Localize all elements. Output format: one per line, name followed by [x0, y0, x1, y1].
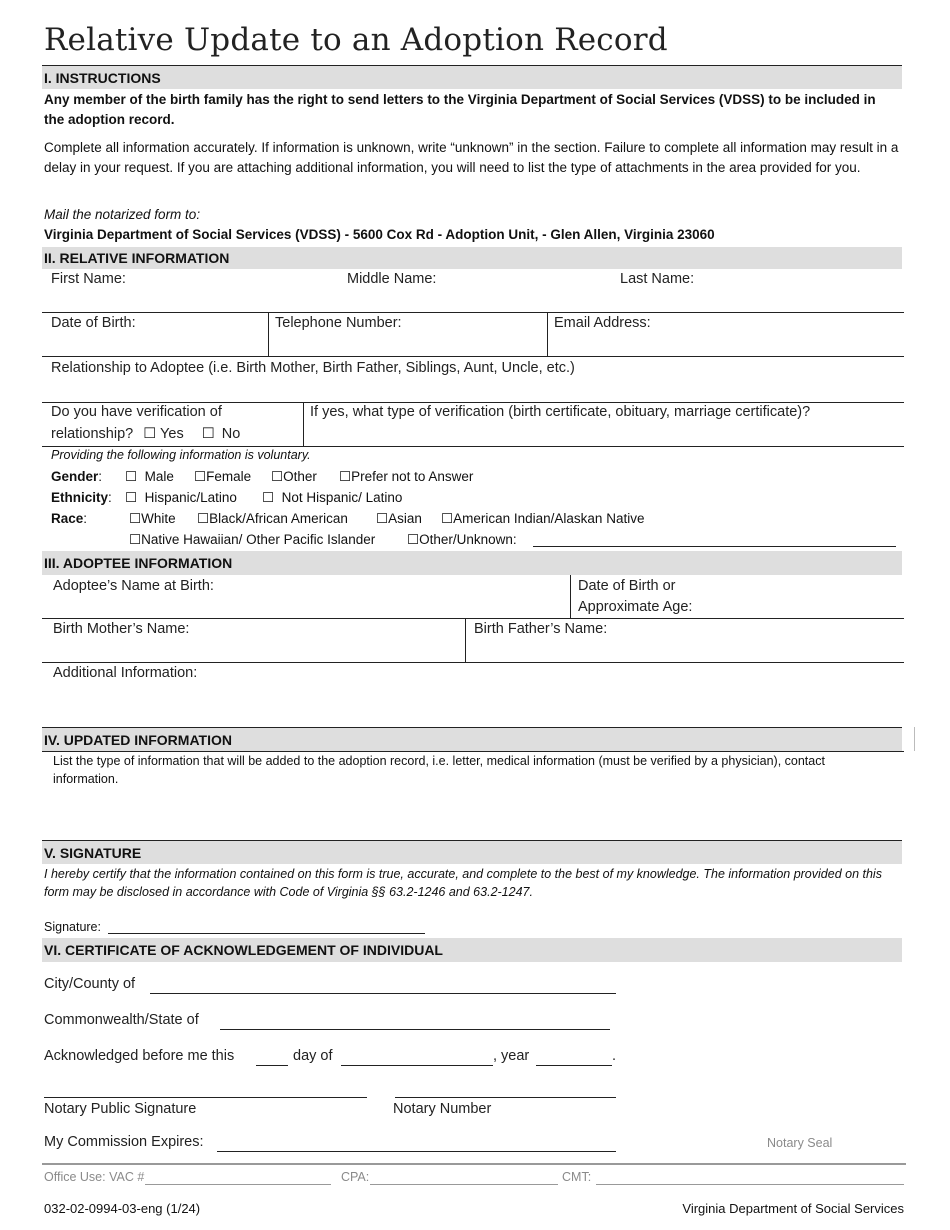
no-checkbox[interactable]: ☐ No	[201, 426, 241, 442]
race-asian-checkbox[interactable]: ☐Asian	[376, 511, 422, 526]
office-vac-line[interactable]	[145, 1184, 331, 1185]
ack-year-line[interactable]	[536, 1065, 612, 1066]
office-vac-label: Office Use: VAC #	[44, 1170, 145, 1184]
section-updated-header: IV. UPDATED INFORMATION	[42, 727, 902, 751]
acknowledged-label: Acknowledged before me this	[44, 1048, 235, 1064]
relationship-field[interactable]: Relationship to Adoptee (i.e. Birth Mother, Birth Father, Siblings, Aunt, Uncle, etc.)	[51, 360, 575, 376]
gender-male-checkbox[interactable]: ☐ Male	[125, 469, 174, 484]
mail-address: Virginia Department of Social Services (VDSS) - 5600 Cox Rd - Adoption Unit, - Glen Allen, Virginia 23060	[44, 227, 715, 242]
yes-checkbox[interactable]: ☐ Yes	[143, 426, 184, 442]
form-id: 032-02-0994-03-eng (1/24)	[44, 1201, 201, 1216]
middle-name-field[interactable]: Middle Name:	[347, 271, 437, 287]
instructions-text: Complete all information accurately. If information is unknown, write “unknown” in the section. Failure to complete all information may result in a delay in your request. If you are attaching additional information, you will need to list the type of attachments in the area provided for you.	[44, 140, 899, 175]
certification-text: I hereby certify that the information contained on this form is true, accurate, and complete to the best of my knowledge. The information provided on this form may be disclosed in accordance with Code of Virginia §§ 63.2-1246 and 63.2-1247.	[44, 867, 882, 899]
mail-label: Mail the notarized form to:	[44, 207, 201, 222]
office-cmt-label: CMT:	[562, 1170, 592, 1184]
phone-field[interactable]: Telephone Number:	[275, 315, 402, 331]
race-native-american-checkbox[interactable]: ☐American Indian/Alaskan Native	[441, 511, 645, 526]
gender-row: Gender:	[51, 469, 103, 484]
race-other-checkbox[interactable]: ☐Other/Unknown:	[407, 532, 517, 547]
instructions-bold-text: Any member of the birth family has the right to send letters to the Virginia Department of Social Services (VDSS) to be included in the adoption record.	[44, 92, 876, 127]
email-field[interactable]: Email Address:	[554, 315, 651, 331]
city-county-line[interactable]	[150, 993, 616, 994]
office-cpa-line[interactable]	[370, 1184, 558, 1185]
notary-signature-line[interactable]	[44, 1097, 367, 1098]
verification-question-line2: relationship? ☐ Yes ☐ No	[51, 426, 241, 442]
notary-number-label: Notary Number	[393, 1101, 492, 1117]
signature-label: Signature:	[44, 920, 101, 934]
ethnicity-row: Ethnicity:	[51, 490, 112, 505]
notary-number-line[interactable]	[395, 1097, 616, 1098]
commission-line[interactable]	[217, 1151, 616, 1152]
last-name-field[interactable]: Last Name:	[620, 271, 695, 287]
ack-year-label: , year	[493, 1048, 530, 1064]
page-title: Relative Update to an Adoption Record	[44, 22, 668, 58]
office-cmt-line[interactable]	[596, 1184, 904, 1185]
verification-type-field[interactable]: If yes, what type of verification (birth certificate, obituary, marriage certificate)?	[310, 404, 811, 420]
race-row: Race:	[51, 511, 88, 526]
section-instructions-header: I. INSTRUCTIONS	[42, 65, 902, 89]
birth-mother-field[interactable]: Birth Mother’s Name:	[53, 621, 190, 637]
gender-other-checkbox[interactable]: ☐Other	[271, 469, 317, 484]
section-signature-header: V. SIGNATURE	[42, 840, 902, 864]
race-pacific-islander-checkbox[interactable]: ☐Native Hawaiian/ Other Pacific Islander	[129, 532, 376, 547]
ack-day-label: day of	[293, 1048, 333, 1064]
office-cpa-label: CPA:	[341, 1170, 370, 1184]
ack-day-line[interactable]	[256, 1065, 288, 1066]
additional-info-field[interactable]: Additional Information:	[53, 665, 198, 681]
notary-signature-label: Notary Public Signature	[44, 1101, 197, 1117]
adoptee-dob-label[interactable]: Date of Birth or	[578, 578, 676, 594]
gender-prefer-not-checkbox[interactable]: ☐Prefer not to Answer	[339, 469, 474, 484]
gender-female-checkbox[interactable]: ☐Female	[194, 469, 252, 484]
section-relative-header: II. RELATIVE INFORMATION	[42, 247, 902, 269]
ethnicity-hispanic-checkbox[interactable]: ☐ Hispanic/Latino	[125, 490, 237, 505]
updated-info-field[interactable]: List the type of information that will be added to the adoption record, i.e. letter, medical information (must be verified by a physician), contact information.	[53, 754, 825, 786]
section-acknowledgement-header: VI. CERTIFICATE OF ACKNOWLEDGEMENT OF INDIVIDUAL	[42, 938, 902, 962]
race-black-checkbox[interactable]: ☐Black/African American	[197, 511, 348, 526]
notary-seal-label: Notary Seal	[767, 1136, 833, 1150]
section-adoptee-header: III. ADOPTEE INFORMATION	[42, 551, 902, 575]
adoptee-age-label: Approximate Age:	[578, 599, 693, 615]
race-white-checkbox[interactable]: ☐White	[129, 511, 176, 526]
state-label: Commonwealth/State of	[44, 1012, 199, 1028]
signature-line[interactable]	[108, 933, 425, 934]
birth-father-field[interactable]: Birth Father’s Name:	[474, 621, 608, 637]
verification-question: Do you have verification of	[51, 404, 222, 420]
commission-label: My Commission Expires:	[44, 1134, 204, 1150]
adoptee-name-field[interactable]: Adoptee’s Name at Birth:	[53, 578, 214, 594]
city-county-label: City/County of	[44, 976, 136, 992]
voluntary-note: Providing the following information is voluntary.	[51, 448, 311, 462]
first-name-field[interactable]: First Name:	[51, 271, 126, 287]
state-line[interactable]	[220, 1029, 610, 1030]
race-other-line[interactable]	[533, 546, 896, 547]
footer-agency: Virginia Department of Social Services	[682, 1201, 904, 1216]
ack-month-line[interactable]	[341, 1065, 493, 1066]
ethnicity-not-hispanic-checkbox[interactable]: ☐ Not Hispanic/ Latino	[262, 490, 403, 505]
dob-field[interactable]: Date of Birth:	[51, 315, 136, 331]
